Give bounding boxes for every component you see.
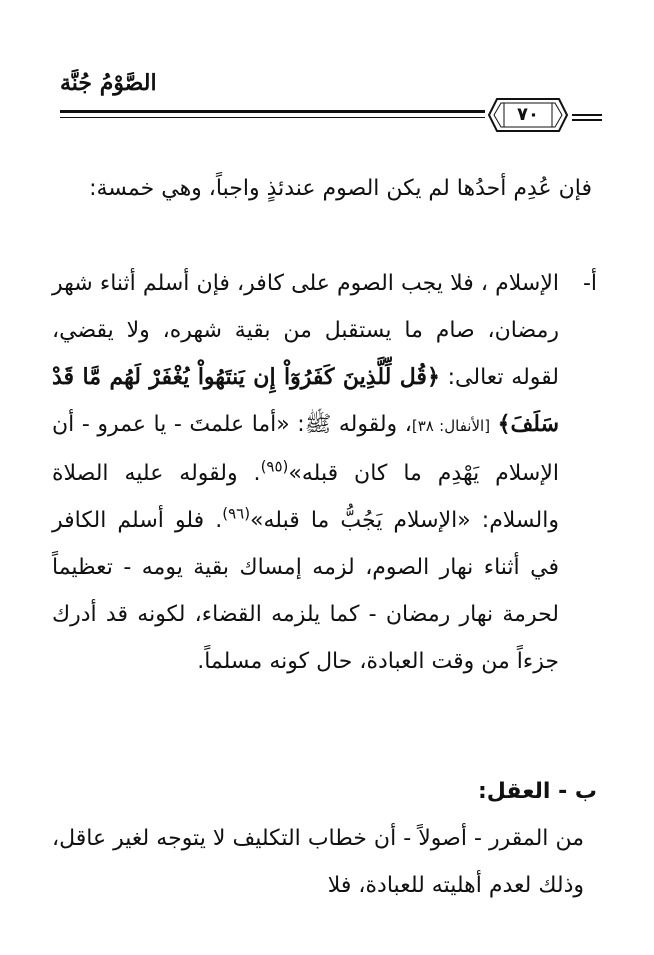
list-item-islam-text (52, 260, 559, 685)
footnote-ref-95: (٩٥) (260, 457, 289, 476)
islam-text-part-2: ، ولقوله ﷺ: «أما علمتَ - يا عمرو - أن الإسلام يَهْدِم ما كان قبله» (52, 412, 559, 486)
reason-paragraph: من المقرر - أصولاً - أن خطاب التكليف لا يتوجه لغير عاقل، وذلك لعدم أهليته للعبادة، فلا (52, 826, 584, 898)
intro-paragraph: فإن عُدِم أحدُها لم يكن الصوم عندئذٍ واجباً، وهي خمسة: (89, 176, 592, 201)
islam-text-part-4: . فلو أسلم الكافر في أثناء نهار الصوم، لزمه إمساك بقية يومه - تعظيماً لحرمة نهار رمضان - كما يلزمه القضاء، لكونه قد أدرك جزءاً من وقت العبادة، حال كونه مسلماً. (52, 508, 559, 674)
islam-text-part-3: . ولقوله عليه الصلاة والسلام: «الإسلام يَجُبُّ ما قبله» (52, 461, 560, 533)
footnote-ref-96: (٩٦) (222, 504, 251, 523)
page-number-frame (487, 95, 569, 135)
header-rule-right-lower (572, 119, 602, 121)
list-item-reason-heading: ب - العقل: (477, 779, 597, 804)
quran-reference: [الأنفال: ٣٨] (411, 417, 491, 435)
header-rule-right-upper (572, 114, 602, 116)
running-header-title: الصَّوْمُ جُنَّة (60, 70, 157, 96)
list-item-reason (52, 768, 597, 815)
quran-verse: ﴿قُل لِّلَّذِينَ كَفَرُوٓاْ إِن يَنتَهُواْ يُغْفَرْ لَهُم مَّا قَدْ سَلَفَ﴾ (52, 364, 560, 437)
page-number: ٧٠ (517, 104, 539, 125)
header-rule-thin (60, 117, 485, 118)
list-marker-a: أ- (582, 271, 597, 296)
islam-text-part-1: الإسلام ، فلا يجب الصوم على كافر، فإن أسلم أثناء شهر رمضان، صام ما يستقبل من بقية شهره، ولا يقضي، لقوله تعالى: (52, 271, 559, 390)
header-rule-thick (60, 110, 485, 113)
